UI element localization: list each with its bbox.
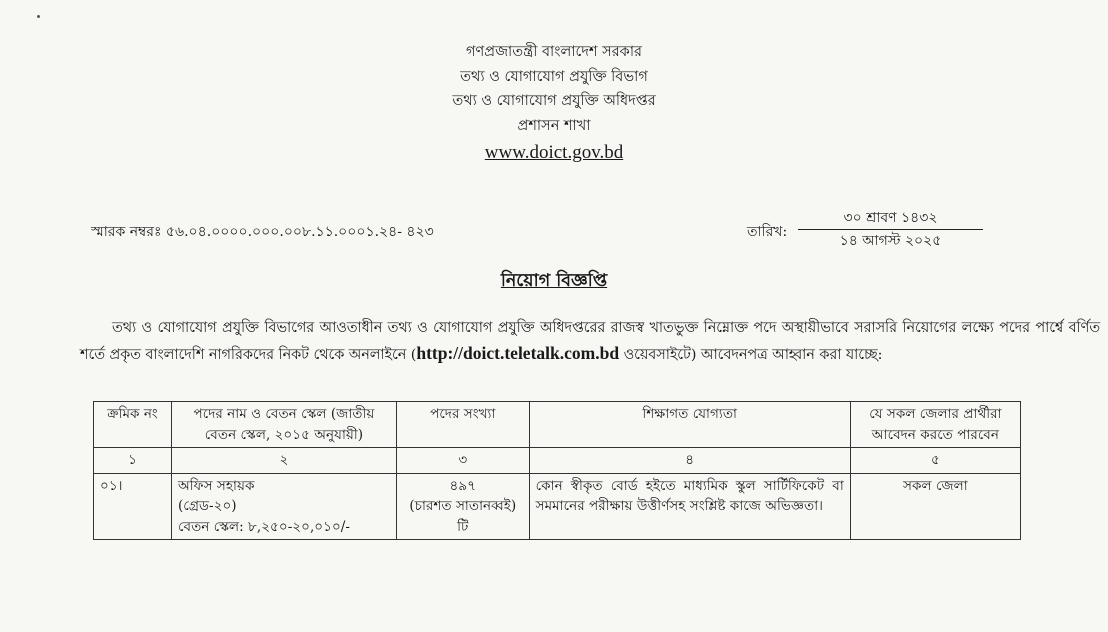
column-number: ১ <box>94 448 172 474</box>
row-qualification: কোন স্বীকৃত বোর্ড হইতে মাধ্যমিক স্কুল সার্টিফিকেট বা সমমানের পরীক্ষায় উত্তীর্ণসহ সংশ্লিষ্ট কাজে অভিজ্ঞতা। <box>529 473 850 540</box>
date-english: ১৪ আগস্ট ২০২৫ <box>839 233 942 249</box>
header-districts: যে সকল জেলার প্রার্থীরা আবেদন করতে পারবেন <box>850 402 1020 448</box>
header-post-name: পদের নাম ও বেতন স্কেল (জাতীয় বেতন স্কেল, ২০১৫ অনুযায়ী) <box>172 402 397 448</box>
date-label: তারিখ: <box>747 224 788 240</box>
row-count-words: (চারশত সাতানব্বই) টি <box>409 498 517 535</box>
website-link[interactable]: www.doict.gov.bd <box>484 142 624 163</box>
header-qualification: শিক্ষাগত যোগ্যতা <box>529 402 850 448</box>
memo-value: ৫৬.০৪.০০০০.০০০.০০৮.১১.০০০১.২৪- ৪২৩ <box>165 224 434 240</box>
row-serial: ০১। <box>94 473 172 540</box>
intro-text-end: ওয়েবসাইটে) আবেদনপত্র আহ্বান করা যাচ্ছে: <box>619 347 883 363</box>
date-bangla: ৩০ শ্রাবণ ১৪৩২ <box>843 210 938 226</box>
row-count-cell <box>396 473 529 540</box>
header-post-count: পদের সংখ্যা <box>396 402 529 448</box>
header-serial: ক্রমিক নং <box>94 402 172 448</box>
date-block <box>798 207 983 252</box>
notice-title: নিয়োগ বিজ্ঞপ্তি <box>500 271 608 291</box>
row-pay-scale: বেতন স্কেল: ৮,২৫০-২০,০১০/- <box>178 518 350 535</box>
office-header <box>0 40 1108 166</box>
row-grade: (গ্রেড-২০) <box>178 498 237 514</box>
row-districts: সকল জেলা <box>850 473 1020 540</box>
memo-label: স্মারক নম্বরঃ <box>91 224 162 240</box>
header-line-section: প্রশাসন শাখা <box>517 117 591 134</box>
header-line-division: তথ্য ও যোগাযোগ প্রযুক্তি বিভাগ <box>460 68 648 85</box>
column-number: ৩ <box>396 448 529 474</box>
vacancy-table <box>93 401 1021 540</box>
intro-text-start: তথ্য ও যোগাযোগ প্রযুক্তি বিভাগের আওতাধীন তথ্য ও যোগাযোগ প্রযুক্তি অধিদপ্তরের রাজস্ব খাতভুক্ত নিম্নোক্ত পদে অস্থায়ীভাবে সরাসরি নিয়োগের লক্ষ্যে পদের পার্শ্বে বর্ণিত শর্তে প্রকৃত বাংলাদেশি নাগরিকদের নিকট থেকে অনলাইনে ( <box>80 320 1100 363</box>
intro-paragraph <box>80 316 1100 368</box>
row-post-cell <box>172 473 397 540</box>
column-number: ২ <box>172 448 397 474</box>
application-url-link[interactable]: http://doict.teletalk.com.bd <box>416 343 620 363</box>
scan-speck <box>37 15 40 18</box>
memo-number <box>91 220 434 244</box>
column-number: ৫ <box>850 448 1020 474</box>
column-number-row <box>94 448 1021 474</box>
header-line-department: তথ্য ও যোগাযোগ প্রযুক্তি অধিদপ্তর <box>452 93 656 109</box>
table-header-row <box>94 402 1021 448</box>
header-line-government: গণপ্রজাতন্ত্রী বাংলাদেশ সরকার <box>465 44 642 60</box>
row-post-name: অফিস সহায়ক <box>178 477 255 494</box>
table-row <box>94 473 1021 540</box>
row-count-number: ৪৯৭ <box>449 477 476 494</box>
column-number: ৪ <box>529 448 850 474</box>
